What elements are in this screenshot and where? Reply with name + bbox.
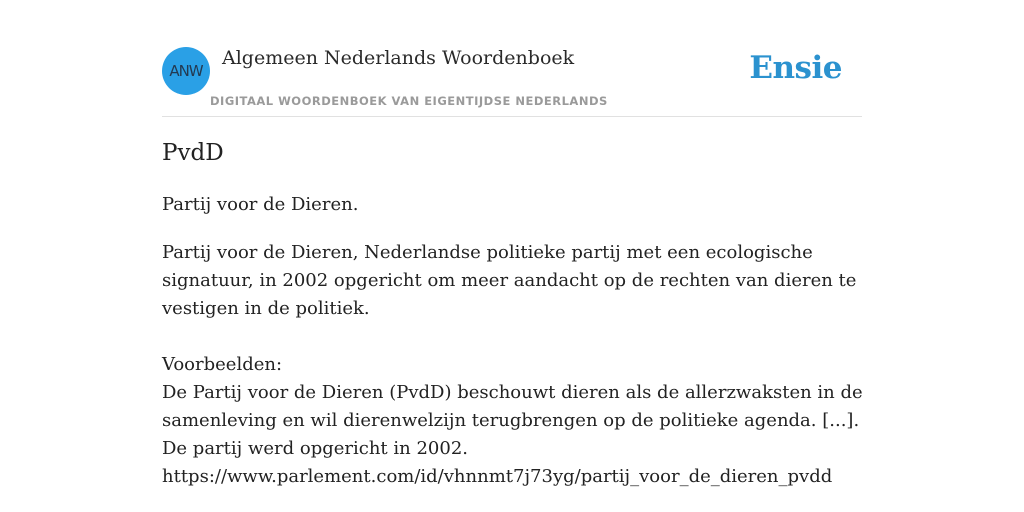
source-url-link[interactable]: https://www.parlement.com/id/vhnnmt7j73yg/partij_voor_de_dieren_pvdd — [162, 466, 833, 487]
entry-body — [162, 239, 872, 491]
anw-logo[interactable] — [162, 47, 210, 95]
example-text: De Partij voor de Dieren (PvdD) beschouwt dieren als de allerzwaksten in de samenleving en wil dierenwelzijn terugbrengen op de politieke agenda. [...]. De partij werd opgericht in 2002. — [162, 382, 863, 459]
examples-label: Voorbeelden: — [162, 354, 283, 375]
short-definition: Partij voor de Dieren. — [162, 194, 359, 215]
entry-term: PvdD — [162, 140, 224, 166]
site-title[interactable]: Algemeen Nederlands Woordenboek — [222, 47, 575, 69]
ensie-brand-link[interactable]: Ensie — [749, 50, 842, 86]
paragraph-spacer — [162, 323, 872, 351]
entry-description: Partij voor de Dieren, Nederlandse politieke partij met een ecologische signatuur, in 2002 opgericht om meer aandacht op de rechten van dieren te vestigen in de politiek. — [162, 242, 857, 319]
site-header — [162, 46, 862, 117]
site-subtitle: DIGITAAL WOORDENBOEK VAN EIGENTIJDSE NEDERLANDS — [210, 94, 608, 108]
logo-text: ANW — [169, 62, 203, 80]
